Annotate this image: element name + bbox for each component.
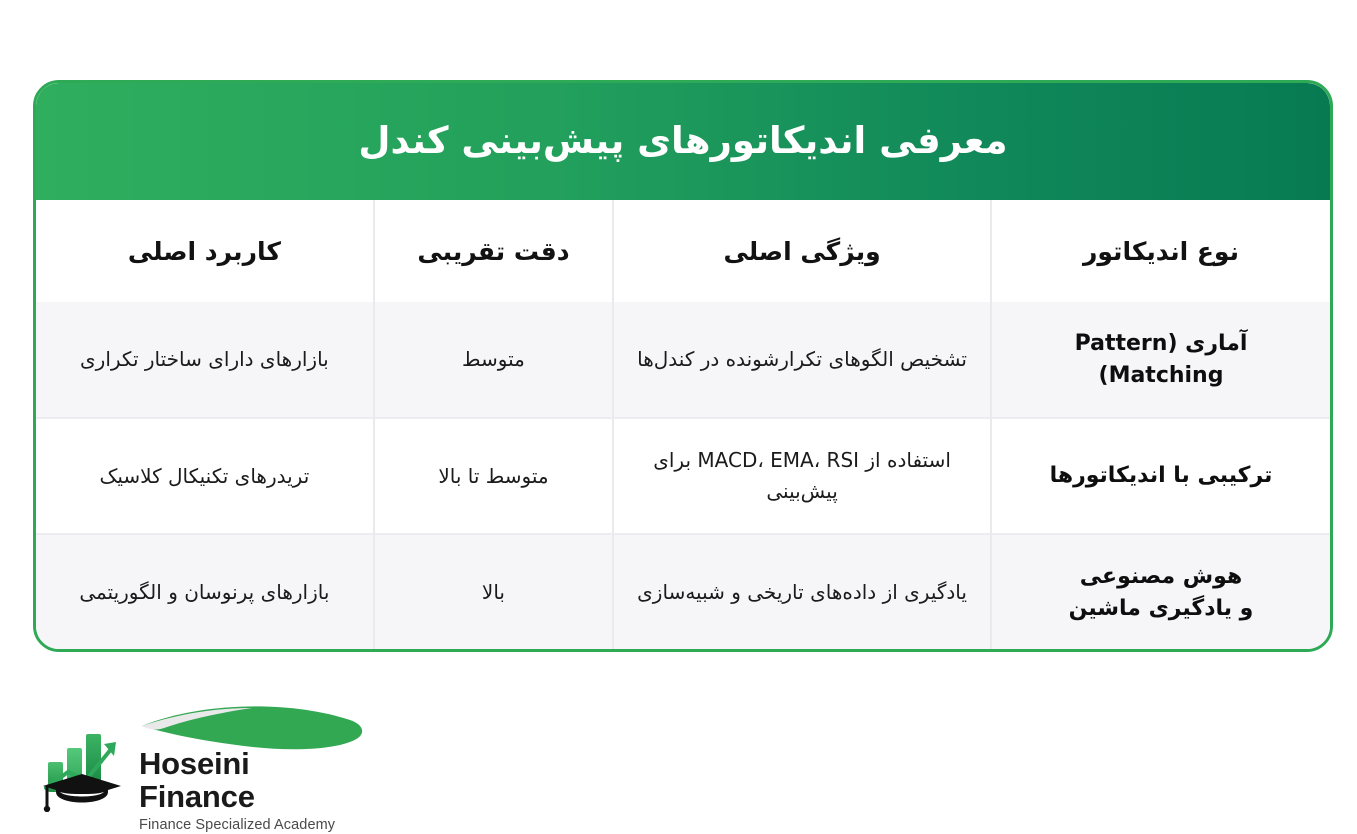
growth-bars-graduation-cap-icon bbox=[42, 732, 128, 812]
indicator-table-card bbox=[33, 80, 1333, 652]
table-row bbox=[36, 302, 1330, 418]
table-row bbox=[36, 418, 1330, 534]
table-header-row bbox=[36, 200, 1330, 302]
logo-tagline: Finance Specialized Academy bbox=[139, 817, 336, 834]
cell-approx-accuracy: متوسط تا بالا bbox=[374, 418, 613, 534]
column-header-type: نوع اندیکاتور bbox=[991, 200, 1330, 302]
card-header-band bbox=[36, 83, 1330, 200]
table-row bbox=[36, 534, 1330, 650]
cell-main-feature: تشخیص الگوهای تکرارشونده در کندل‌ها bbox=[613, 302, 991, 418]
cell-indicator-type: هوش مصنوعی و یادگیری ماشین bbox=[991, 534, 1330, 650]
cell-approx-accuracy: بالا bbox=[374, 534, 613, 650]
indicator-comparison-table bbox=[36, 200, 1330, 650]
cell-indicator-type: آماری (Pattern Matching) bbox=[991, 302, 1330, 418]
logo-brand-name: Hoseini Finance bbox=[139, 746, 255, 814]
cell-main-usecase: تریدرهای تکنیکال کلاسیک bbox=[36, 418, 374, 534]
page-title: معرفی اندیکاتورهای پیش‌بینی کندل bbox=[358, 119, 1008, 163]
cell-main-feature: یادگیری از داده‌های تاریخی و شبیه‌سازی bbox=[613, 534, 991, 650]
cell-main-feature: استفاده از MACD، EMA، RSI برای پیش‌بینی bbox=[613, 418, 991, 534]
table-body bbox=[36, 302, 1330, 650]
brand-logo bbox=[36, 706, 366, 834]
column-header-accuracy: دقت تقریبی bbox=[374, 200, 613, 302]
table-header-row-group bbox=[36, 200, 1330, 302]
logo-wordmark bbox=[139, 748, 369, 833]
cell-approx-accuracy: متوسط bbox=[374, 302, 613, 418]
cell-indicator-type: ترکیبی با اندیکاتورها bbox=[991, 418, 1330, 534]
cell-main-usecase: بازارهای پرنوسان و الگوریتمی bbox=[36, 534, 374, 650]
column-header-feature: ویژگی اصلی bbox=[613, 200, 991, 302]
column-header-usecase: کاربرد اصلی bbox=[36, 200, 374, 302]
cell-main-usecase: بازارهای دارای ساختار تکراری bbox=[80, 347, 329, 371]
